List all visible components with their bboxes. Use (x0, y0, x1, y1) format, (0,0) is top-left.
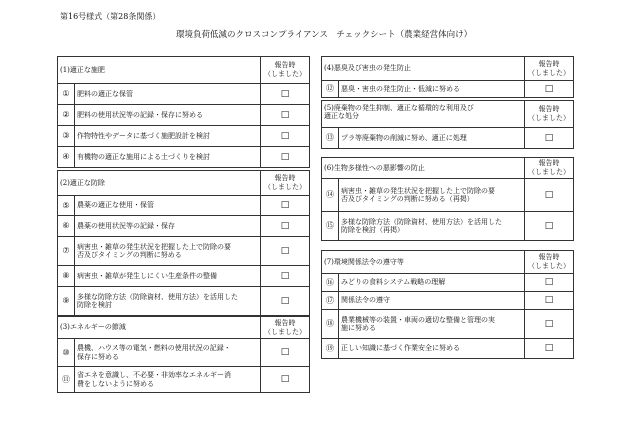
report-checkbox[interactable]: □ (525, 274, 574, 292)
item-text: 肥料の使用状況等の記録・保存に努める (75, 105, 261, 126)
item-text: 省エネを意識し、不必要・非効率なエネルギー消 費をしないように努める (75, 367, 261, 393)
report-checkbox[interactable]: □ (261, 287, 310, 316)
report-checkbox[interactable]: □ (525, 179, 574, 212)
report-checkbox[interactable]: □ (261, 147, 310, 168)
table-row (58, 147, 310, 168)
section-header-row (58, 317, 310, 339)
section-header-row (58, 57, 310, 84)
report-header: 報告時 （しました） (525, 101, 574, 128)
item-text: 病害虫・雑草の発生状況を把握した上で防除の要 否及びタイミングの判断に努める（再掲） (339, 179, 525, 212)
section-title: (1)適正な施肥 (58, 57, 261, 84)
item-text: 農業機械等の装置・車両の適切な整備と管理の実 施に努める (339, 310, 525, 339)
item-number: ⑩ (58, 339, 75, 367)
table-row (58, 339, 310, 367)
item-number: ④ (58, 147, 75, 168)
table-row (322, 274, 574, 292)
report-header: 報告時 （しました） (261, 171, 310, 196)
item-text: 正しい知識に基づく作業安全に努める (339, 339, 525, 359)
report-header: 報告時 （しました） (261, 317, 310, 339)
report-header: 報告時 （しました） (525, 57, 574, 81)
report-checkbox[interactable]: □ (525, 128, 574, 149)
item-number: ⑲ (322, 339, 339, 359)
table-row (58, 287, 310, 316)
item-number: ⑪ (58, 367, 75, 393)
report-checkbox[interactable]: □ (261, 216, 310, 237)
item-number: ⑦ (58, 237, 75, 266)
report-checkbox[interactable]: □ (261, 237, 310, 266)
item-number: ⑥ (58, 216, 75, 237)
report-checkbox[interactable]: □ (525, 292, 574, 310)
section-title: (3)エネルギーの節減 (58, 317, 261, 339)
item-text: 農薬の適正な使用・保管 (75, 196, 261, 216)
item-text: 病害虫・雑草の発生状況を把握した上で防除の要 否及びタイミングの判断に努める (75, 237, 261, 266)
table-row (58, 367, 310, 393)
item-text: 農薬の使用状況等の記録・保存 (75, 216, 261, 237)
item-text: みどりの食料システム戦略の理解 (339, 274, 525, 292)
item-text: 関係法令の遵守 (339, 292, 525, 310)
table-row (322, 212, 574, 241)
item-text: 病害虫・雑草が発生しにくい生産条件の整備 (75, 266, 261, 287)
item-number: ② (58, 105, 75, 126)
table-row (322, 81, 574, 98)
section-title: (6)生物多様性への悪影響の防止 (322, 158, 525, 179)
page-title: 環境負荷低減のクロスコンプライアンス チェックシート（農業経営体向け） (176, 30, 473, 40)
item-number: ⑭ (322, 179, 339, 212)
section-header-row (322, 251, 574, 274)
item-number: ⑧ (58, 266, 75, 287)
section-fertilization (57, 56, 310, 168)
item-text: 作物特性やデータに基づく施肥設計を検討 (75, 126, 261, 147)
table-row (322, 179, 574, 212)
section-biodiversity (321, 157, 574, 241)
item-text: 農機、ハウス等の電気・燃料の使用状況の記録・ 保存に努める (75, 339, 261, 367)
item-text: 有機物の適正な施用による土づくりを検討 (75, 147, 261, 168)
table-row (322, 339, 574, 359)
section-header-row (322, 158, 574, 179)
section-waste-management (321, 100, 574, 149)
section-title: (7)環境関係法令の遵守等 (322, 251, 525, 274)
table-row (58, 105, 310, 126)
item-number: ⑱ (322, 310, 339, 339)
report-checkbox[interactable]: □ (261, 266, 310, 287)
report-checkbox[interactable]: □ (261, 339, 310, 367)
table-row (58, 266, 310, 287)
table-row (58, 237, 310, 266)
section-legal-compliance (321, 250, 574, 359)
section-title: (5)廃棄物の発生抑制、適正な循環的な利用及び 適正な処分 (322, 101, 525, 128)
section-odor-pest-prevention (321, 56, 574, 98)
report-header: 報告時 （しました） (525, 251, 574, 274)
table-row (58, 196, 310, 216)
item-number: ⑮ (322, 212, 339, 241)
item-number: ① (58, 84, 75, 105)
item-number: ⑫ (322, 81, 339, 98)
item-number: ⑤ (58, 196, 75, 216)
item-number: ③ (58, 126, 75, 147)
item-text: 多様な防除方法（防除資材、使用方法）を活用した 防除を検討 (75, 287, 261, 316)
item-number: ⑯ (322, 274, 339, 292)
item-number: ⑨ (58, 287, 75, 316)
report-checkbox[interactable]: □ (261, 84, 310, 105)
table-row (58, 216, 310, 237)
form-number-label: 第16号様式（第28条関係） (60, 12, 161, 21)
report-checkbox[interactable]: □ (525, 339, 574, 359)
table-row (58, 126, 310, 147)
section-header-row (322, 57, 574, 81)
section-title: (4)悪臭及び害虫の発生防止 (322, 57, 525, 81)
section-energy-saving (57, 316, 310, 393)
section-pest-control (57, 170, 310, 316)
item-text: 悪臭・害虫の発生防止・低減に努める (339, 81, 525, 98)
report-header: 報告時 （しました） (525, 158, 574, 179)
section-header-row (322, 101, 574, 128)
section-header-row (58, 171, 310, 196)
table-row (322, 310, 574, 339)
report-checkbox[interactable]: □ (261, 367, 310, 393)
item-text: プラ等廃棄物の削減に努め、適正に処理 (339, 128, 525, 149)
report-checkbox[interactable]: □ (525, 212, 574, 241)
item-text: 多様な防除方法（防除資材、使用方法）を活用した 防除を検討（再掲） (339, 212, 525, 241)
table-row (58, 84, 310, 105)
report-header: 報告時 （しました） (261, 57, 310, 84)
report-checkbox[interactable]: □ (261, 105, 310, 126)
item-text: 肥料の適正な保管 (75, 84, 261, 105)
table-row (322, 292, 574, 310)
report-checkbox[interactable]: □ (261, 196, 310, 216)
item-number: ⑰ (322, 292, 339, 310)
section-title: (2)適正な防除 (58, 171, 261, 196)
table-row (322, 128, 574, 149)
report-checkbox[interactable]: □ (525, 310, 574, 339)
item-number: ⑬ (322, 128, 339, 149)
report-checkbox[interactable]: □ (261, 126, 310, 147)
report-checkbox[interactable]: □ (525, 81, 574, 98)
